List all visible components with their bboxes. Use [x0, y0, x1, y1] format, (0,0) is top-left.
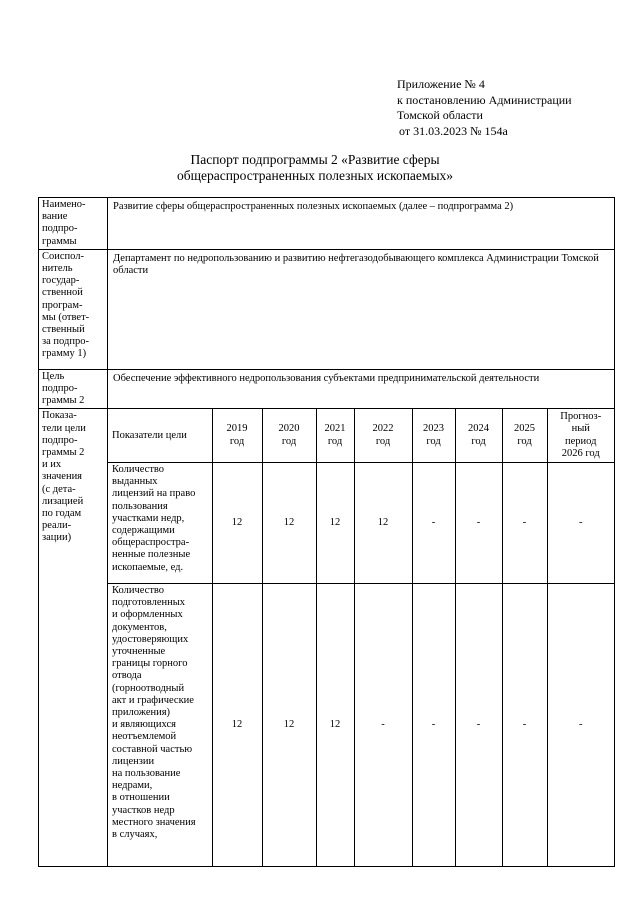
title-line-2: общераспространенных полезных ископаемых»	[176, 168, 454, 183]
indicator-value: -	[455, 583, 502, 866]
header-year-2022: 2022 год	[354, 409, 412, 462]
indicator-value: -	[502, 583, 547, 866]
appendix-block	[397, 77, 572, 139]
name-value: Развитие сферы общераспространенных полезных ископаемых (далее – подпрограмма 2)	[108, 198, 615, 250]
indicator-value: 12	[316, 583, 354, 866]
passport-row-indicators	[39, 409, 615, 867]
indicator-value: 12	[212, 462, 262, 583]
indicator-value: -	[412, 462, 455, 583]
indicators-header-row	[108, 409, 614, 462]
header-year-2024: 2024 год	[455, 409, 502, 462]
passport-table	[38, 197, 615, 867]
name-label: Наимено- вание подпро- граммы	[39, 198, 108, 250]
passport-row-goal	[39, 369, 615, 409]
indicator-value: 12	[354, 462, 412, 583]
indicator-value: -	[547, 462, 614, 583]
appendix-line-3: Томской области	[397, 108, 483, 122]
coexecutor-value: Департамент по недропользованию и развитию нефтегазодобывающего комплекса Администрации Томской области	[108, 249, 615, 369]
indicator-value: 12	[262, 462, 316, 583]
indicator-name: Количество выданных лицензий на право пользования участками недр, содержащими общераспростра- ненные полезные ископаемые, ед.	[108, 462, 212, 583]
goal-label: Цель подпро- граммы 2	[39, 369, 108, 409]
appendix-line-1: Приложение № 4	[397, 77, 485, 91]
document-title	[150, 152, 480, 184]
indicator-value: 12	[262, 583, 316, 866]
indicator-value: -	[354, 583, 412, 866]
indicator-value: -	[455, 462, 502, 583]
passport-row-name	[39, 198, 615, 250]
header-indicator-name: Показатели цели	[108, 409, 212, 462]
header-year-2021: 2021 год	[316, 409, 354, 462]
appendix-line-2: к постановлению Администрации	[397, 92, 572, 107]
header-year-2025: 2025 год	[502, 409, 547, 462]
header-forecast-2026: Прогноз- ный период 2026 год	[547, 409, 614, 462]
appendix-line-4: от 31.03.2023 № 154а	[399, 123, 508, 138]
indicator-value: 12	[316, 462, 354, 583]
header-year-2019: 2019 год	[212, 409, 262, 462]
header-year-2023: 2023 год	[412, 409, 455, 462]
indicator-value: -	[412, 583, 455, 866]
table-row	[108, 462, 614, 583]
indicator-value: 12	[212, 583, 262, 866]
coexecutor-label: Соиспол- нитель государ- ственной програм- мы (ответ- ственный за подпро- грамму 1)	[39, 249, 108, 369]
indicator-name: Количество подготовленных и оформленных документов, удостоверяющих уточненные границы горного отвода (горноотводный акт и графические приложения) и являющихся неотъемлемой составной частью лицензии на пользование недрами, в отношении участков недр местного значения в случаях,	[108, 583, 212, 866]
header-year-2020: 2020 год	[262, 409, 316, 462]
passport-row-coexecutor	[39, 249, 615, 369]
indicator-value: -	[502, 462, 547, 583]
goal-value: Обеспечение эффективного недропользования субъектами предпринимательской деятельности	[108, 369, 615, 409]
indicator-value: -	[547, 583, 614, 866]
indicators-table	[108, 409, 614, 866]
title-line-1: Паспорт подпрограммы 2 «Развитие сферы	[190, 152, 440, 167]
indicators-cell	[108, 409, 615, 867]
table-row	[108, 583, 614, 866]
indicators-label: Показа- тели цели подпро- граммы 2 и их значения (с дета- лизацией по годам реали- зации)	[39, 409, 108, 867]
